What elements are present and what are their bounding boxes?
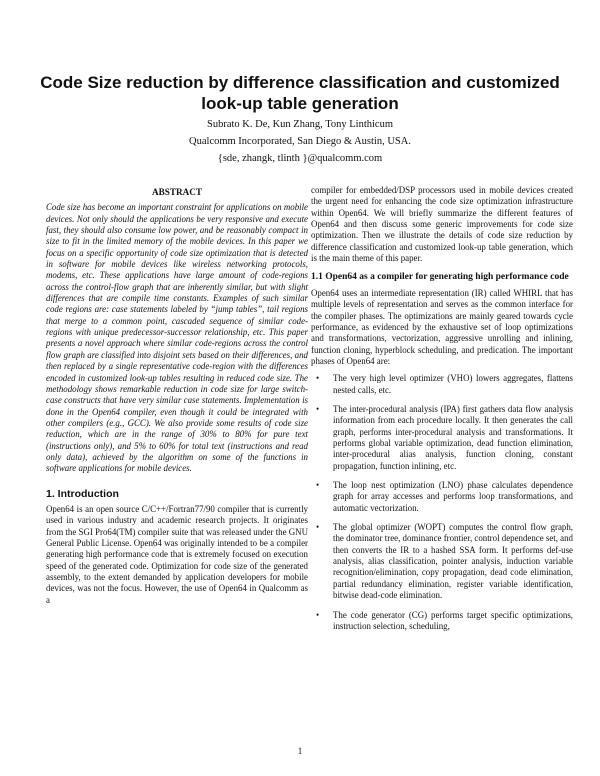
list-item — [311, 404, 573, 472]
list-item-text: The very high level optimizer (VHO) lowers aggregates, flattens nested calls, etc. — [333, 373, 573, 395]
bullet-icon: • — [316, 480, 320, 491]
list-item — [311, 610, 573, 633]
abstract-section — [46, 187, 308, 475]
bullet-icon: • — [316, 373, 320, 384]
list-item — [311, 373, 573, 396]
right-column — [311, 185, 573, 640]
section-1-1-text: Open64 uses an intermediate representation (IR) called WHIRL that has multiple levels of representation and serves as the common interface for the compiler phases. The optimizations are mainly geared towards cycle performance, as evidenced by the exhaustive set of loop optimizations and transformations, vectorization, aggressive unrolling and inlining, function cloning, hyperblock scheduling, and predication. The important phases of Open64 are: — [311, 287, 573, 366]
section-1-1-heading: 1.1 Open64 as a compiler for generating high performance code — [311, 272, 569, 283]
abstract-heading: ABSTRACT — [151, 187, 203, 197]
list-item-text: The inter-procedural analysis (IPA) first gathers data flow analysis information from each procedure locally. It then generates the call graph, performs inter-procedural analysis and transformations. It performs global variable optimization, dead function elimination, inter-procedural alias analysis, function cloning, constant propagation, function inlining, etc. — [333, 404, 573, 471]
bullet-icon: • — [316, 404, 320, 414]
page-number: 1 — [297, 746, 303, 756]
author-emails: {sde, zhangk, tlinth }@qualcomm.com — [217, 153, 383, 164]
left-column — [46, 187, 308, 606]
paper-title: Code Size reduction by difference classification and customized look-up table generation — [40, 73, 560, 113]
bullet-icon: • — [316, 522, 320, 533]
list-item-text: The loop nest optimization (LNO) phase calculates dependence graph for array accesses and performs loop transformations, and automatic vectorization. — [333, 480, 573, 513]
list-item-text: The global optimizer (WOPT) computes the control flow graph, the dominator tree, dominance frontier, control dependence set, and then converts the IR to a hashed SSA form. It performs def-use analysis, alias classification, pointer analysis, induction variable recognition/elimination, copy propagation, dead code elimination, partial redundancy elimination, register variable identification, bitwise dead-code elimination. — [333, 522, 573, 601]
list-item — [311, 480, 573, 514]
introduction-continued-text: compiler for embedded/DSP processors used in mobile devices created the urgent need for enhancing the code size optimization infrastructure within Open64. We will briefly summarize the different features of Open64 and then discuss some generic improvements for code size optimization. Then we illustrate the details of code size reduction by difference classification and customized look-up table generation, which is the main theme of this paper. — [311, 185, 573, 264]
abstract-text: Code size has become an important constraint for applications on mobile devices. Not only should the applications be very responsive and execute fast, they should also consume low power, and be reasonably compact in size to fit in the limited memory of the mobile devices. In this paper we focus on a specific opportunity of code size optimization that is detected in software for mobile devices like wireless networking protocols, modems, etc. These applications have large amount of code-regions across the control-flow graph that are inherently similar, but with slight differences that are compile time constants. Examples of such similar code regions are: case statements labeled by “jump tables”, tail regions that merge to a common point, cascaded sequence of similar code-regions with unique predecessor-successor relationship, etc. This paper presents a novel approach where similar code-regions across the control flow graph are classified into disjoint sets based on their differences, and then replaced by a single representative code-region with the differences encoded in customized look-up tables resulting in reduced code size. The methodology shows remarkable reduction in code size for large switch-case constructs that have very similar case statements. Implementation is done in the Open64 compiler, even though it could be integrated with other compilers (e.g., GCC). We also provide some results of code size reduction, which are in the range of 30% to 80% for pure text (instructions only), and 5% to 60% for total text (instructions and read only data), achieved by the algorithm on some of the functions in software applications for mobile devices. — [46, 202, 308, 474]
introduction-text: Open64 is an open source C/C++/Fortran77/90 compiler that is currently used in various industry and academic research projects. It originates from the SGI Pro64(TM) compiler suite that was released under the GNU General Public License. Open64 was originally intended to be a compiler generating high performance code that is extremely focused on execution speed of the generated code. Optimization for code size of the generated assembly, to the extent demanded by application developers for mobile devices, was not the focus. However, the use of Open64 in Qualcomm as a — [46, 503, 308, 605]
introduction-section — [46, 489, 308, 606]
affiliation: Qualcomm Incorporated, San Diego & Austin, USA. — [189, 136, 411, 147]
authors: Subrato K. De, Kun Zhang, Tony Linthicum — [206, 119, 393, 130]
introduction-heading: 1. Introduction — [46, 487, 119, 500]
bullet-icon: • — [316, 609, 320, 620]
list-item — [311, 522, 573, 601]
compiler-phases-list — [311, 373, 573, 632]
list-item-text: The code generator (CG) performs target specific optimizations, instruction selection, scheduling, — [333, 609, 573, 631]
